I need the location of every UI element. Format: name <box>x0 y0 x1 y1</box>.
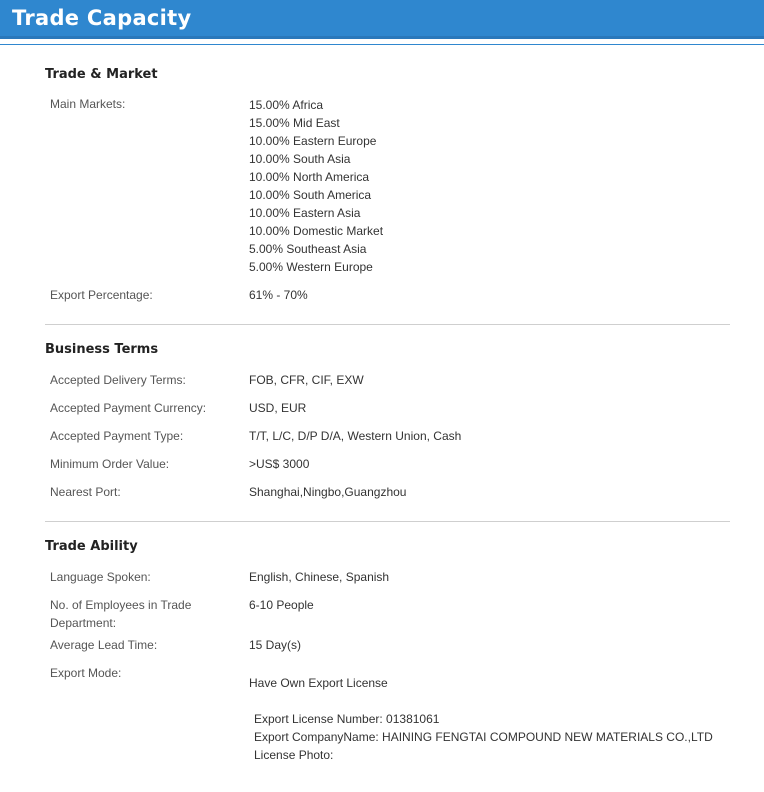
lead-time-value: 15 Day(s) <box>249 638 302 652</box>
payment-type-value: T/T, L/C, D/P D/A, Western Union, Cash <box>249 429 462 443</box>
nearest-port-value: Shanghai,Ningbo,Guangzhou <box>249 485 407 499</box>
language-label: Language Spoken: <box>50 570 151 584</box>
export-percentage-label: Export Percentage: <box>50 288 153 302</box>
lead-time-label: Average Lead Time: <box>50 638 158 652</box>
market-item: 10.00% Domestic Market <box>249 224 384 238</box>
language-value: English, Chinese, Spanish <box>249 570 390 584</box>
export-mode-label: Export Mode: <box>50 666 122 680</box>
section-title-trade-market: Trade & Market <box>45 67 158 82</box>
employees-label: No. of Employees in Trade Department: <box>50 598 192 630</box>
min-order-value: >US$ 3000 <box>249 457 310 471</box>
main-markets-list <box>249 96 383 276</box>
export-mode-value: Have Own Export License <box>249 676 388 690</box>
main-markets-label: Main Markets: <box>50 97 126 111</box>
market-item: 10.00% North America <box>249 170 370 184</box>
license-photo-label: License Photo: <box>254 748 334 762</box>
min-order-label: Minimum Order Value: <box>50 457 170 471</box>
export-percentage-value: 61% - 70% <box>249 288 308 302</box>
market-item: 5.00% Western Europe <box>249 260 373 274</box>
section-title-business-terms: Business Terms <box>45 342 159 357</box>
employees-value: 6-10 People <box>249 598 314 612</box>
header-rule <box>0 44 764 45</box>
market-item: 5.00% Southeast Asia <box>249 242 367 256</box>
market-item: 10.00% Eastern Asia <box>249 206 361 220</box>
delivery-terms-label: Accepted Delivery Terms: <box>50 373 186 387</box>
payment-type-label: Accepted Payment Type: <box>50 429 184 443</box>
market-item: 15.00% Africa <box>249 98 324 112</box>
section-divider <box>45 324 730 325</box>
market-item: 10.00% South Asia <box>249 152 351 166</box>
market-item: 10.00% Eastern Europe <box>249 134 377 148</box>
nearest-port-label: Nearest Port: <box>50 485 121 499</box>
page-title: Trade Capacity <box>12 6 192 30</box>
delivery-terms-value: FOB, CFR, CIF, EXW <box>249 373 364 387</box>
page-header <box>0 0 764 39</box>
payment-currency-label: Accepted Payment Currency: <box>50 401 207 415</box>
payment-currency-value: USD, EUR <box>249 401 307 415</box>
section-divider <box>45 521 730 522</box>
section-title-trade-ability: Trade Ability <box>45 539 138 554</box>
export-license-block <box>254 710 713 764</box>
license-number: Export License Number: 01381061 <box>254 712 440 726</box>
export-company-name: Export CompanyName: HAINING FENGTAI COMPOUND NEW MATERIALS CO.,LTD <box>254 730 713 744</box>
market-item: 15.00% Mid East <box>249 116 340 130</box>
market-item: 10.00% South America <box>249 188 372 202</box>
